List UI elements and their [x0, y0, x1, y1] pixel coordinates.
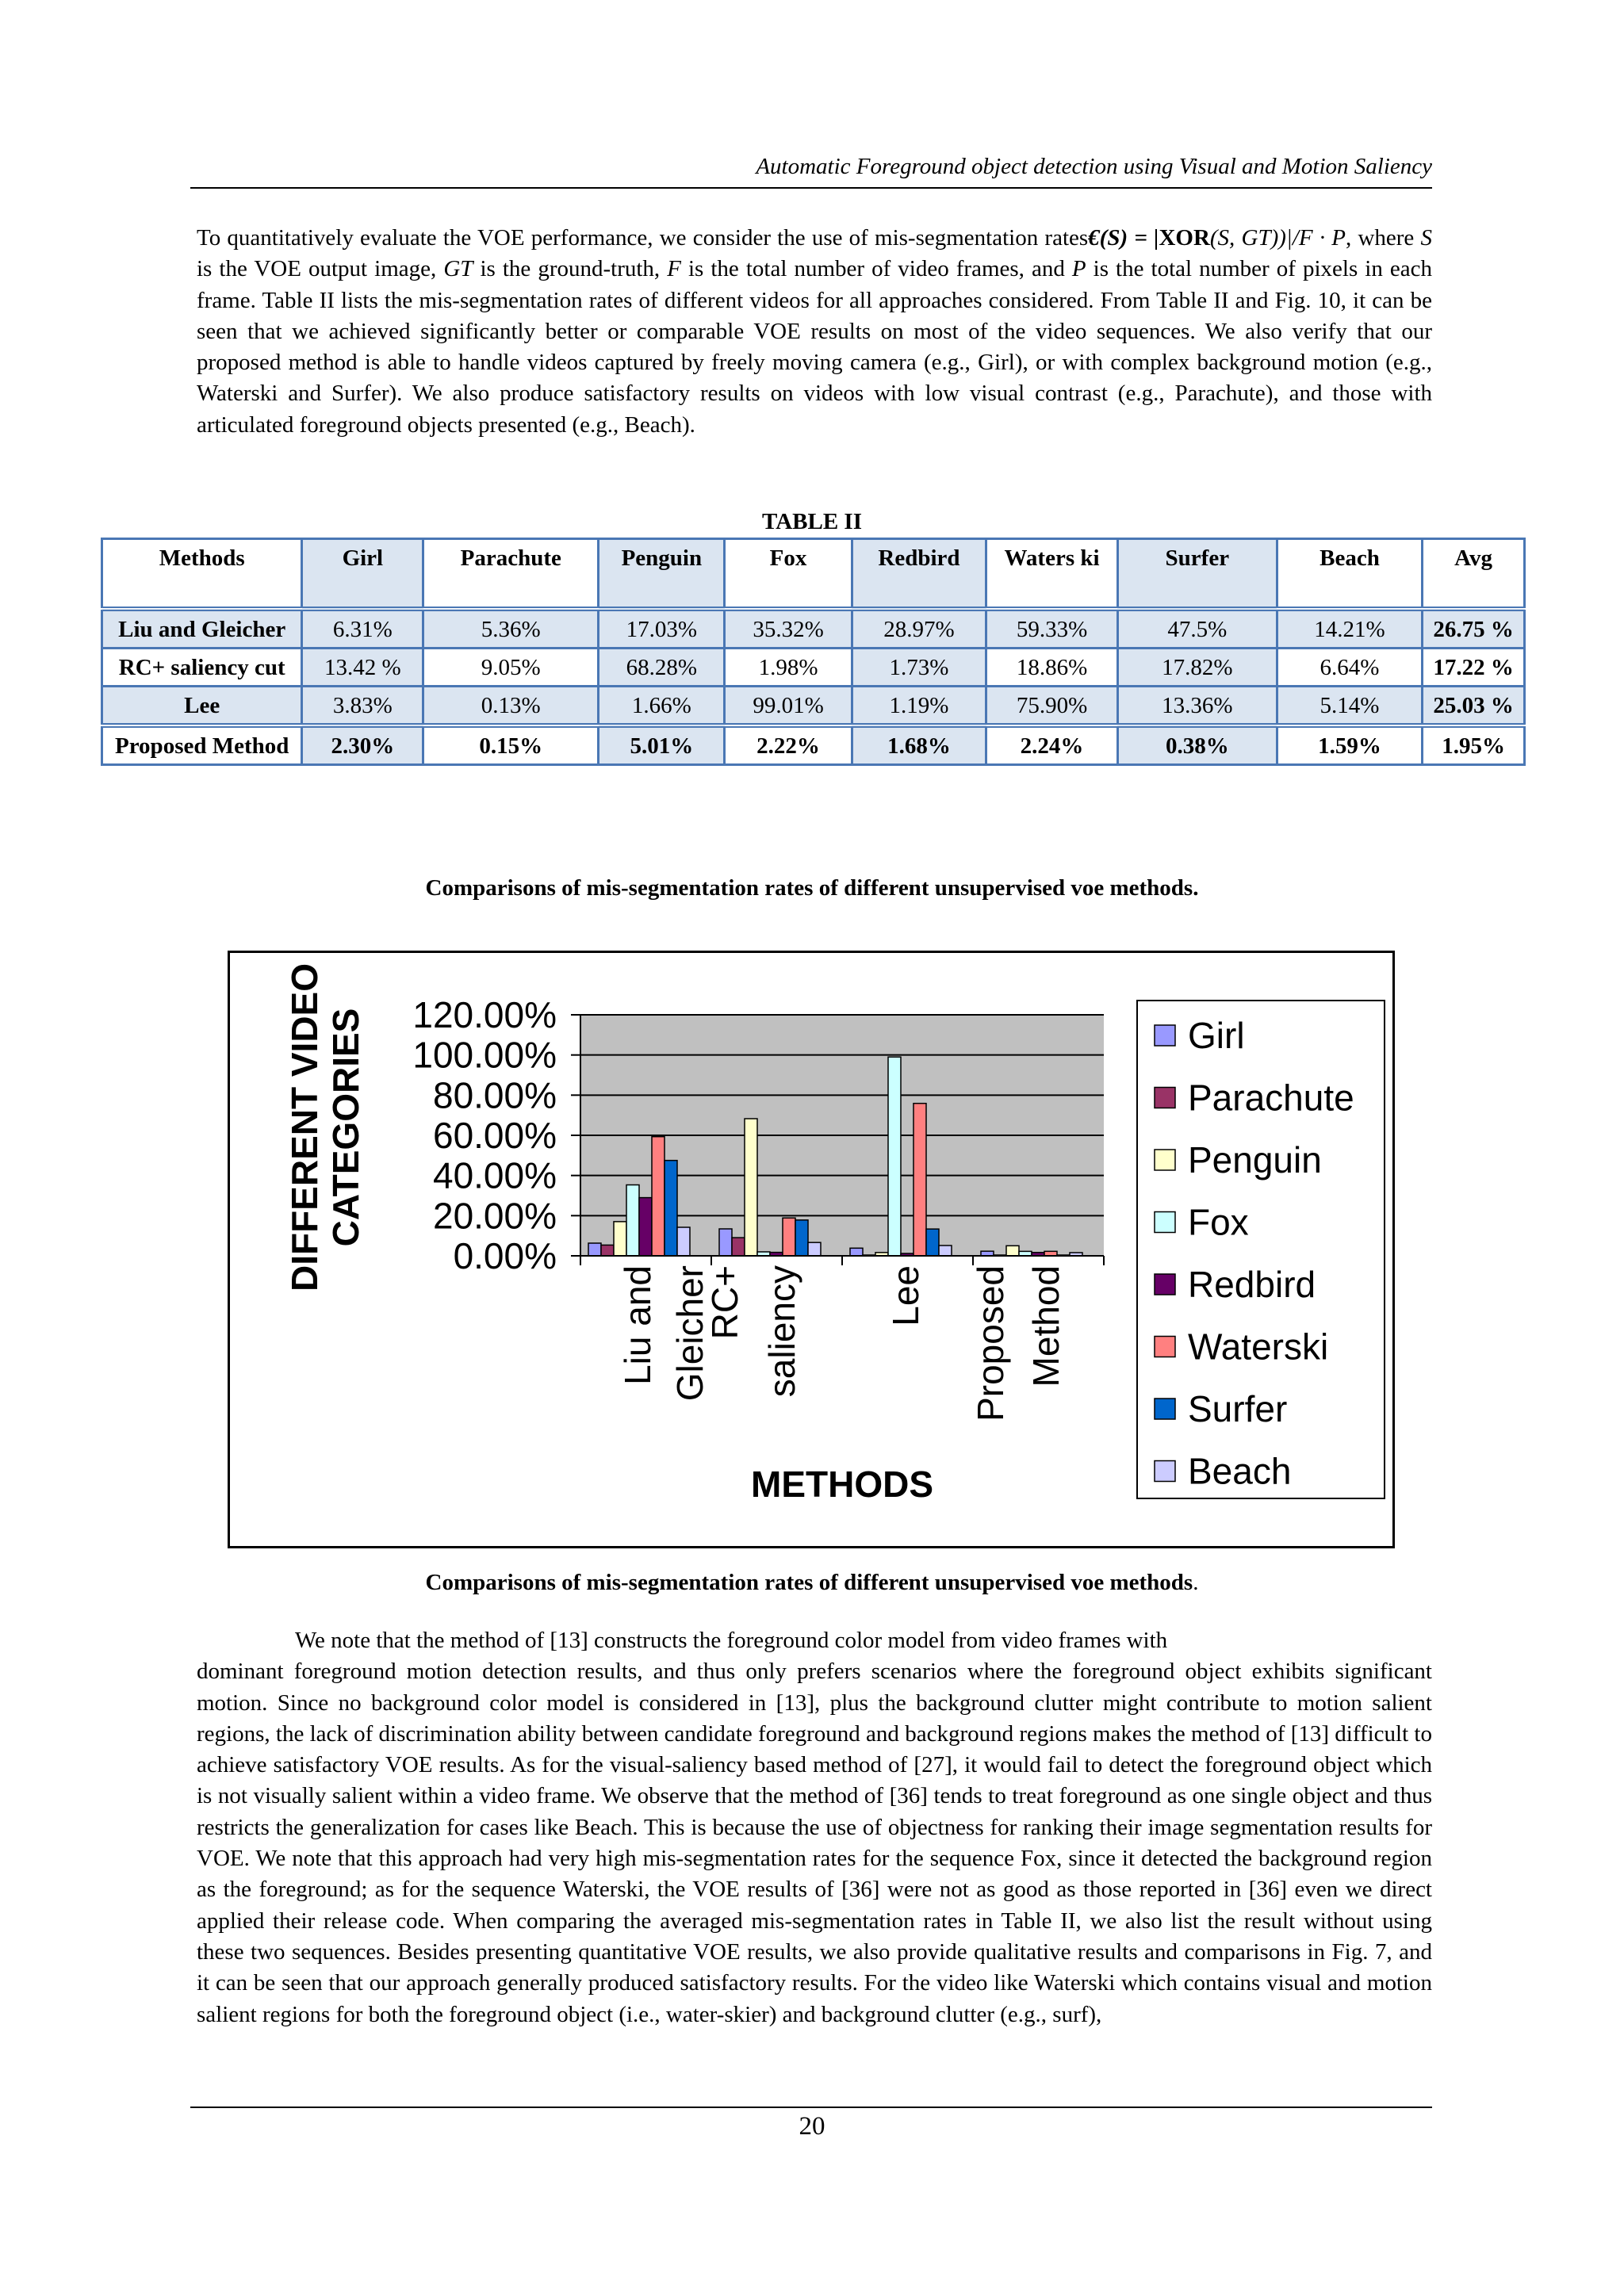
col-header-redbird: Redbird: [852, 539, 986, 610]
cell-avg: 25.03 %: [1423, 687, 1525, 726]
x-category-label: Lee: [885, 1265, 926, 1326]
x-category-label: Liu and: [617, 1265, 658, 1385]
results-table: [101, 538, 1526, 766]
col-header-fox: Fox: [725, 539, 852, 610]
figure-caption: [0, 1568, 1624, 1597]
cell-parachute: 9.05%: [423, 649, 599, 687]
para1-var-s: S: [1420, 225, 1432, 251]
table-row: [102, 725, 1525, 765]
footer-rule: [190, 2107, 1432, 2108]
bar-girl: [719, 1229, 732, 1256]
cell-waterski: 18.86%: [986, 649, 1117, 687]
y-tick-label: 40.00%: [432, 1154, 557, 1196]
col-header-penguin: Penguin: [599, 539, 725, 610]
bar-fox: [888, 1057, 901, 1256]
bar-surfer: [665, 1161, 677, 1256]
y-tick-label: 20.00%: [432, 1195, 557, 1237]
para1-var-f: F: [667, 256, 681, 282]
cell-fox: 1.98%: [725, 649, 852, 687]
figure-caption-text: Comparisons of mis-segmentation rates of different unsupervised voe methods: [425, 1570, 1193, 1595]
chart-frame: [228, 951, 1395, 1548]
table-row: [102, 609, 1525, 649]
row-method: Proposed Method: [102, 725, 302, 765]
cell-beach: 1.59%: [1277, 725, 1422, 765]
x-category-label: RC+: [704, 1265, 745, 1340]
discussion-paragraph: [197, 1625, 1432, 2030]
cell-redbird: 1.68%: [852, 725, 986, 765]
bar-redbird: [639, 1198, 652, 1256]
legend-swatch: [1155, 1088, 1175, 1108]
para1-text-4: is the ground-truth,: [473, 256, 668, 282]
legend-swatch: [1155, 1461, 1175, 1482]
col-header-waterski: Waters ki: [986, 539, 1117, 610]
bar-parachute: [601, 1245, 614, 1256]
table-header-row: [102, 539, 1525, 610]
col-header-methods: Methods: [102, 539, 302, 610]
cell-avg: 1.95%: [1423, 725, 1525, 765]
cell-surfer: 47.5%: [1117, 609, 1277, 649]
cell-beach: 6.64%: [1277, 649, 1422, 687]
x-category-label: Gleicher: [669, 1265, 710, 1402]
y-axis-title: DIFFERENT VIDEO: [284, 962, 325, 1292]
cell-girl: 2.30%: [302, 725, 423, 765]
cell-redbird: 1.19%: [852, 687, 986, 726]
legend-label: Parachute: [1188, 1077, 1354, 1119]
cell-avg: 26.75 %: [1423, 609, 1525, 649]
cell-surfer: 17.82%: [1117, 649, 1277, 687]
para1-text-2: , where: [1346, 225, 1421, 251]
x-axis-title: METHODS: [751, 1464, 933, 1505]
cell-penguin: 5.01%: [599, 725, 725, 765]
legend-swatch: [1155, 1212, 1175, 1233]
row-method: Liu and Gleicher: [102, 609, 302, 649]
legend-label: Redbird: [1188, 1264, 1316, 1305]
bar-surfer: [795, 1220, 808, 1256]
bar-beach: [808, 1242, 821, 1256]
legend-label: Beach: [1188, 1450, 1292, 1492]
cell-waterski: 59.33%: [986, 609, 1117, 649]
cell-beach: 5.14%: [1277, 687, 1422, 726]
y-tick-label: 80.00%: [432, 1074, 557, 1116]
cell-girl: 6.31%: [302, 609, 423, 649]
table-caption: Comparisons of mis-segmentation rates of different unsupervised voe methods.: [425, 875, 1199, 901]
legend-swatch: [1155, 1337, 1175, 1357]
col-header-avg: Avg: [1423, 539, 1525, 610]
legend-swatch: [1155, 1399, 1175, 1419]
cell-penguin: 1.66%: [599, 687, 725, 726]
table-row: [102, 687, 1525, 726]
y-tick-label: 0.00%: [453, 1235, 557, 1276]
cell-redbird: 1.73%: [852, 649, 986, 687]
legend-swatch: [1155, 1150, 1175, 1170]
cell-penguin: 68.28%: [599, 649, 725, 687]
cell-surfer: 13.36%: [1117, 687, 1277, 726]
para1-text-3: is the VOE output image,: [197, 256, 444, 282]
legend-swatch: [1155, 1025, 1175, 1046]
y-tick-label: 120.00%: [412, 994, 557, 1035]
bar-girl: [850, 1248, 863, 1256]
bar-penguin: [1006, 1246, 1019, 1256]
bar-beach: [939, 1246, 952, 1256]
col-header-surfer: Surfer: [1117, 539, 1277, 610]
para1-formula-xor: XOR: [1159, 225, 1210, 251]
para2-rest: dominant foreground motion detection results, and thus only prefers scenarios where the foreground object exhibits significant motion. Since no background color model is considered in [13], plus the background clutter might contribute to motion salient regions, the lack of discrimination ability between candidate foreground and background regions makes the method of [13] difficult to achieve satisfactory VOE results. As for the visual-saliency based method of [27], it would fail to detect the foreground object which is not visually salient within a video frame. We observe that the method of [36] tends to treat foreground as one single object and thus restricts the generalization for cases like Beach. This is because the use of objectness for ranking their image segmentation results for VOE. We note that this approach had very high mis-segmentation rates for the sequence Fox, since it detected the background region as the foreground; as for the sequence Waterski, the VOE results of [36] were not as good as those reported in [36] even we direct applied their release code. When comparing the averaged mis-segmentation rates in Table II, we also list the result without using these two sequences. Besides presenting quantitative VOE results, we also provide qualitative results and comparisons in Fig. 7, and it can be seen that our approach generally produced satisfactory results. For the video like Waterski which contains visual and motion salient regions for both the foreground object (i.e., water-skier) and background clutter (e.g., surf),: [197, 1659, 1432, 2027]
cell-parachute: 0.15%: [423, 725, 599, 765]
cell-beach: 14.21%: [1277, 609, 1422, 649]
cell-girl: 3.83%: [302, 687, 423, 726]
col-header-beach: Beach: [1277, 539, 1422, 610]
table-row: [102, 649, 1525, 687]
header-rule: [190, 187, 1432, 189]
cell-waterski: 2.24%: [986, 725, 1117, 765]
cell-penguin: 17.03%: [599, 609, 725, 649]
legend-label: Girl: [1188, 1015, 1245, 1056]
x-category-label: saliency: [761, 1265, 802, 1398]
cell-parachute: 5.36%: [423, 609, 599, 649]
page-number: 20: [799, 2112, 825, 2141]
bar-parachute: [732, 1238, 745, 1256]
figure-caption-end: .: [1193, 1570, 1199, 1595]
row-method: RC+ saliency cut: [102, 649, 302, 687]
running-header: Automatic Foreground object detection using Visual and Motion Saliency: [756, 154, 1432, 179]
table-title: TABLE II: [762, 509, 862, 534]
bar-beach: [677, 1227, 690, 1256]
bar-waterski: [652, 1137, 665, 1256]
bar-waterski: [783, 1218, 795, 1256]
cell-avg: 17.22 %: [1423, 649, 1525, 687]
cell-girl: 13.42 %: [302, 649, 423, 687]
legend-label: Waterski: [1188, 1326, 1329, 1368]
para1-text-6: is the total number of pixels in each frame. Table II lists the mis-segmentation rates of different videos for all approaches considered. From Table II and Fig. 10, it can be seen that we achieved significantly better or comparable VOE results on most of the video sequences. We also verify that our proposed method is able to handle videos captured by freely moving camera (e.g., Girl), or with complex background motion (e.g., Waterski and Surfer). We also produce satisfactory results on videos with low visual contrast (e.g., Parachute), and those with articulated foreground objects presented (e.g., Beach).: [197, 256, 1432, 438]
bar-penguin: [614, 1222, 626, 1256]
col-header-girl: Girl: [302, 539, 423, 610]
cell-parachute: 0.13%: [423, 687, 599, 726]
bar-girl: [588, 1243, 601, 1256]
bar-chart: [230, 953, 1392, 1546]
row-method: Lee: [102, 687, 302, 726]
y-tick-label: 60.00%: [432, 1115, 557, 1156]
y-axis-title: CATEGORIES: [325, 1008, 366, 1247]
y-tick-label: 100.00%: [412, 1034, 557, 1076]
para1-var-gt: GT: [443, 256, 473, 282]
x-category-label: Method: [1025, 1265, 1067, 1387]
legend-label: Surfer: [1188, 1388, 1288, 1429]
x-category-label: Proposed: [970, 1265, 1011, 1422]
cell-surfer: 0.38%: [1117, 725, 1277, 765]
para1-formula-open: €(S) = |: [1088, 225, 1159, 251]
cell-fox: 2.22%: [725, 725, 852, 765]
intro-paragraph: [197, 223, 1432, 441]
para1-text-1: To quantitatively evaluate the VOE performance, we consider the use of mis-segmentation rates: [197, 225, 1089, 251]
para1-formula-rest: (S, GT))|/F · P: [1209, 225, 1346, 251]
cell-fox: 35.32%: [725, 609, 852, 649]
para1-var-p: P: [1071, 256, 1086, 282]
legend-swatch: [1155, 1274, 1175, 1295]
para1-text-5: is the total number of video frames, and: [680, 256, 1072, 282]
bar-waterski: [914, 1104, 926, 1256]
cell-fox: 99.01%: [725, 687, 852, 726]
cell-redbird: 28.97%: [852, 609, 986, 649]
bar-penguin: [745, 1119, 757, 1256]
bar-surfer: [926, 1229, 939, 1256]
bar-fox: [626, 1185, 639, 1256]
para2-line1: We note that the method of [13] constructs the foreground color model from video frames with: [295, 1628, 1168, 1653]
col-header-parachute: Parachute: [423, 539, 599, 610]
legend-label: Fox: [1188, 1201, 1249, 1243]
cell-waterski: 75.90%: [986, 687, 1117, 726]
legend-label: Penguin: [1188, 1139, 1322, 1181]
